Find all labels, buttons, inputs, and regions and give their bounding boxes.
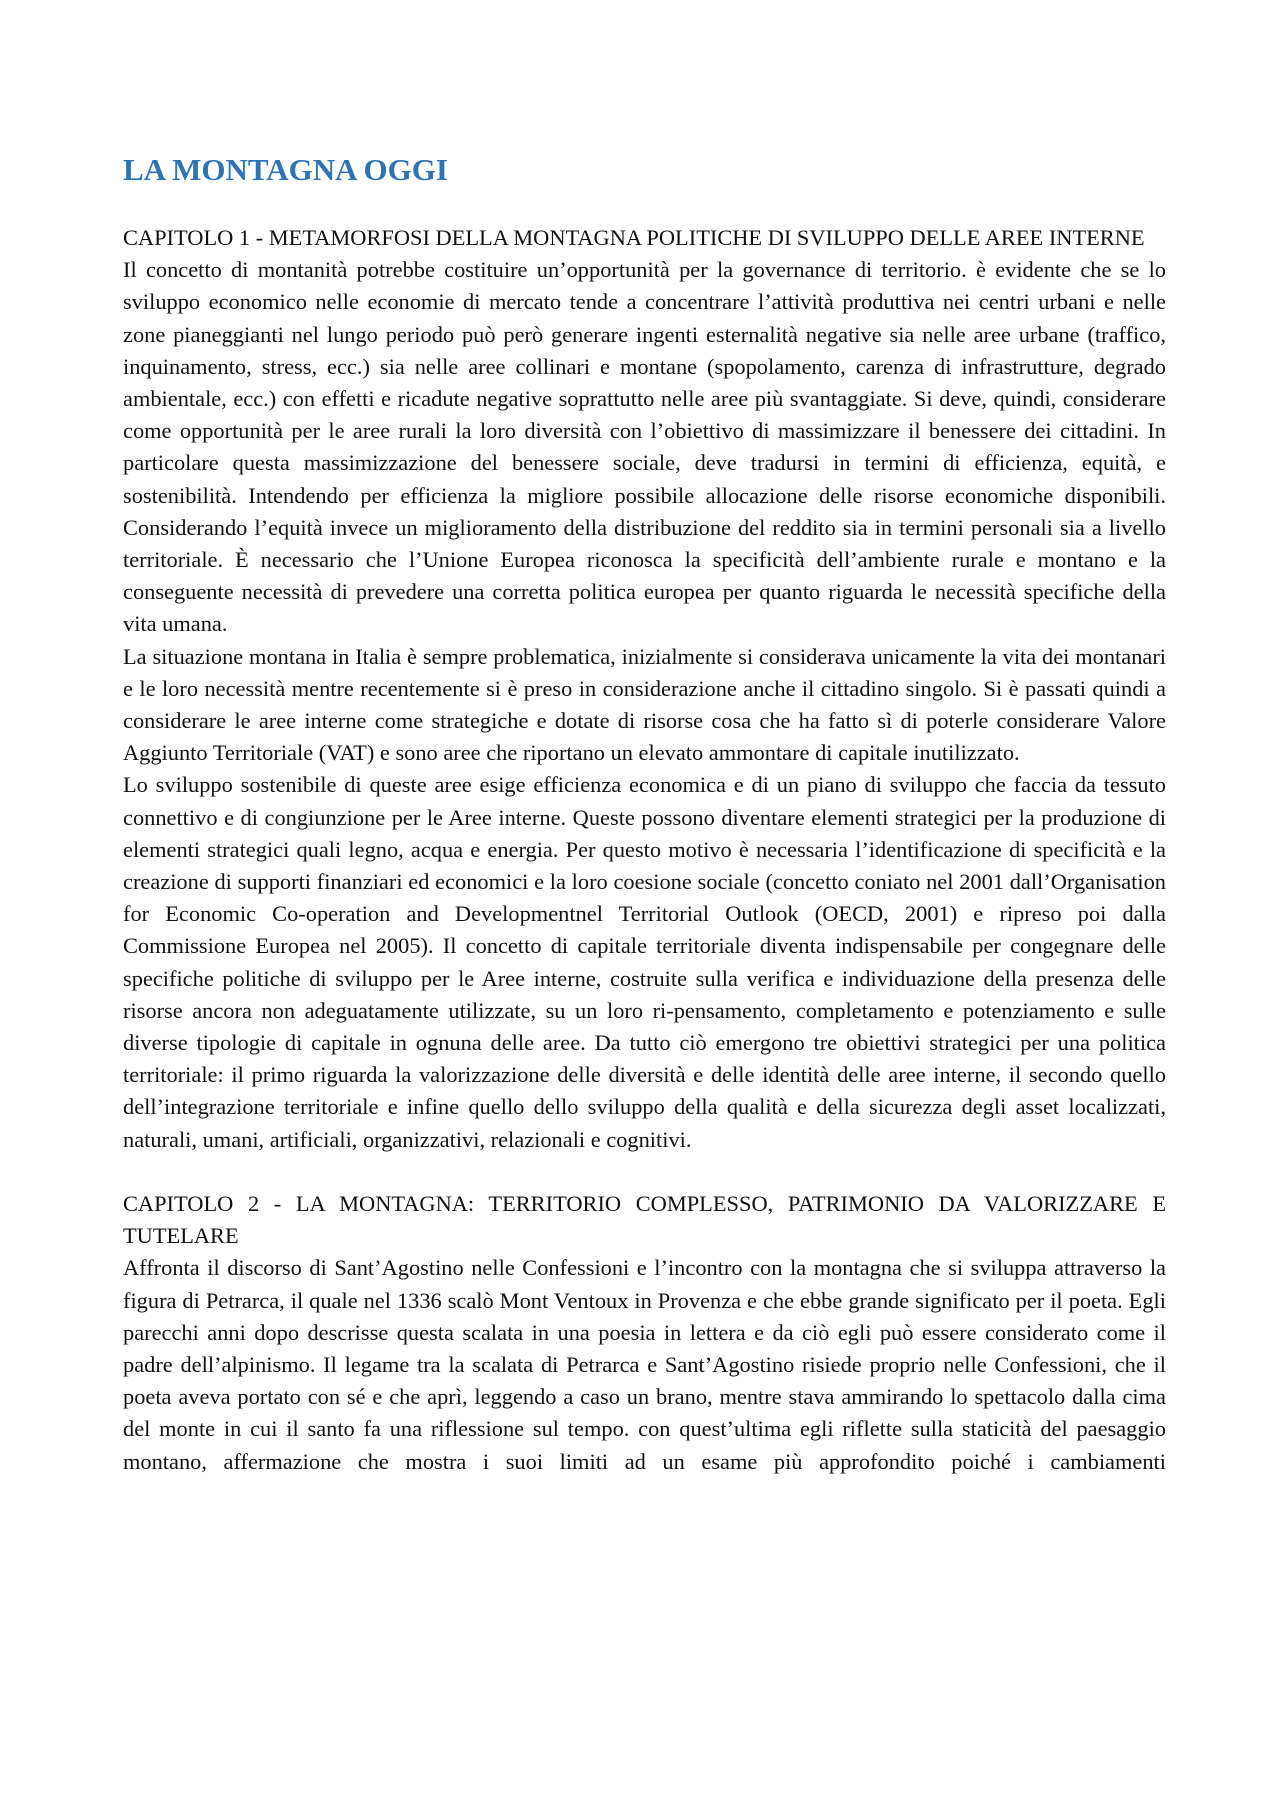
chapter-heading: CAPITOLO 1 - METAMORFOSI DELLA MONTAGNA POLITICHE DI SVILUPPO DELLE AREE INTERNE	[123, 225, 1145, 250]
paragraph: Il concetto di montanità potrebbe costituire un’opportunità per la governance di territorio. è evidente che se lo sviluppo economico nelle economie di mercato tende a concentrare l’attività produttiva nei centri urbani e nelle zone pianeggianti nel lungo periodo può però generare ingenti esternalità negative sia nelle aree urbane (traffico, inquinamento, stress, ecc.) sia nelle aree collinari e montane (spopolamento, carenza di infrastrutture, degrado ambientale, ecc.) con effetti e ricadute negative soprattutto nelle aree più svantaggiate. Si deve, quindi, considerare come opportunità per le aree rurali la loro diversità con l’obiettivo di massimizzare il benessere dei cittadini. In particolare questa massimizzazione del benessere sociale, deve tradursi in termini di efficienza, equità, e sostenibilità. Intendendo per efficienza la migliore possibile allocazione delle risorse economiche disponibili. Considerando l’equità invece un miglioramento della distribuzione del reddito sia in termini personali sia a livello territoriale. È necessario che l’Unione Europea riconosca la specificità dell’ambiente rurale e montano e la conseguente necessità di prevedere una corretta politica europea per quanto riguarda le necessità specifiche della vita umana.	[123, 257, 1166, 637]
paragraph: La situazione montana in Italia è sempre problematica, inizialmente si considerava unicamente la vita dei montanari e le loro necessità mentre recentemente si è preso in considerazione anche il cittadino singolo. Si è passati quindi a considerare le aree interne come strategiche e dotate di risorse cosa che ha fatto sì di poterle considerare Valore Aggiunto Territoriale (VAT) e sono aree che riportano un elevato ammontare di capitale inutilizzato.	[123, 643, 1166, 766]
paragraph: Lo sviluppo sostenibile di queste aree esige efficienza economica e di un piano di sviluppo che faccia da tessuto connettivo e di congiunzione per le Aree interne. Queste possono diventare elementi strategici per la produzione di elementi strategici quali legno, acqua e energia. Per questo motivo è necessaria l’identificazione di specificità e la creazione di supporti finanziari ed economici e la loro coesione sociale (concetto coniato nel 2001 dall’Organisation for Economic Co-operation and Developmentnel Territorial Outlook (OECD, 2001) e ripreso poi dalla Commissione Europea nel 2005). Il concetto di capitale territoriale diventa indispensabile per congegnare delle specifiche politiche di sviluppo per le Aree interne, costruite sulla verifica e individuazione della presenza delle risorse ancora non adeguatamente utilizzate, su un loro ri-pensamento, completamento e potenziamento e sulle diverse tipologie di capitale in ognuna delle aree. Da tutto ciò emergono tre obiettivi strategici per una politica territoriale: il primo riguarda la valorizzazione delle diversità e delle identità delle aree interne, il secondo quello dell’integrazione territoriale e infine quello dello sviluppo della qualità e della sicurezza degli asset localizzati, naturali, umani, artificiali, organizzativi, relazionali e cognitivi.	[123, 772, 1166, 1152]
document-page	[123, 150, 1166, 1478]
document-title: LA MONTAGNA OGGI	[123, 152, 448, 187]
chapter-1	[123, 222, 1166, 1156]
chapter-heading: CAPITOLO 2 - LA MONTAGNA: TERRITORIO COMPLESSO, PATRIMONIO DA VALORIZZARE E TUTELARE	[123, 1190, 1166, 1249]
paragraph: Affronta il discorso di Sant’Agostino nelle Confessioni e l’incontro con la montagna che si sviluppa attraverso la figura di Petrarca, il quale nel 1336 scalò Mont Ventoux in Provenza e che ebbe grande significato per il poeta. Egli parecchi anni dopo descrisse questa scalata in una poesia in lettera e da ciò egli può essere considerato come il padre dell’alpinismo. Il legame tra la scalata di Petrarca e Sant’Agostino risiede proprio nelle Confessioni, che il poeta aveva portato con sé e che aprì, leggendo a caso un brano, mentre stava ammirando lo spettacolo dalla cima del monte in cui il santo fa una riflessione sul tempo. con quest’ultima egli riflette sulla staticità del paesaggio montano, affermazione che mostra i suoi limiti ad un esame più approfondito poiché i cambiamenti	[123, 1255, 1166, 1474]
chapter-2	[123, 1188, 1166, 1478]
